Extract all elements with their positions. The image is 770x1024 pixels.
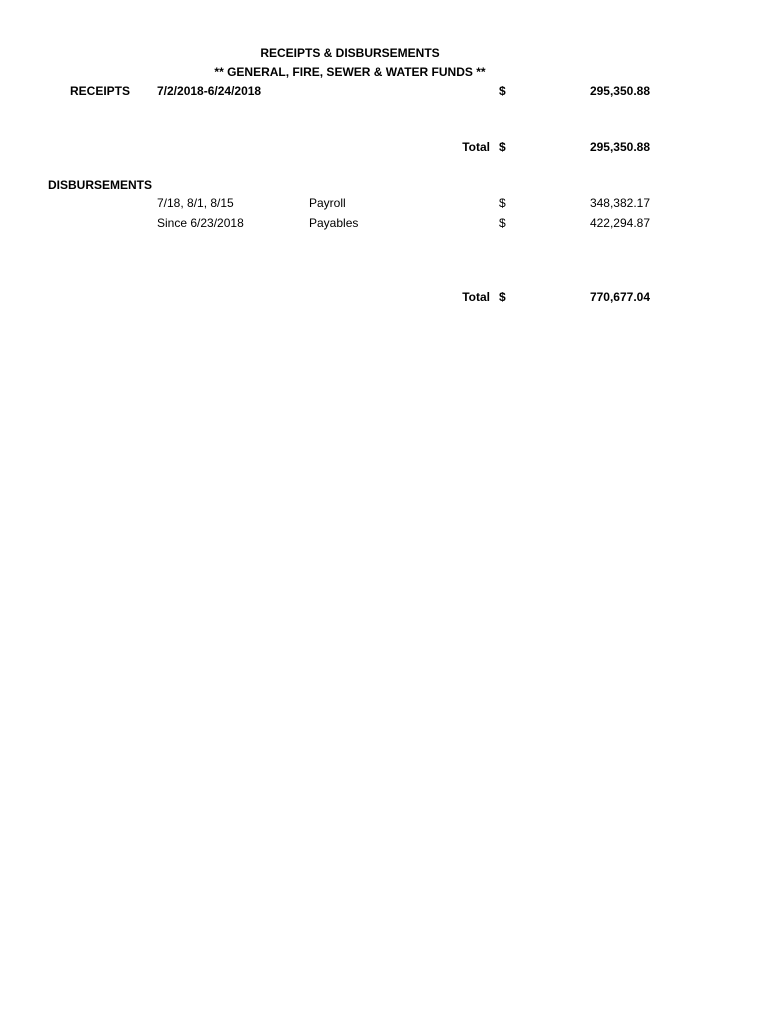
report-subtitle: ** GENERAL, FIRE, SEWER & WATER FUNDS ** xyxy=(214,65,486,79)
receipts-total-currency: $ xyxy=(499,140,506,154)
disbursement-row-currency: $ xyxy=(499,216,506,230)
disbursement-row-amount: 422,294.87 xyxy=(589,216,650,230)
disbursement-row-description: Payroll xyxy=(309,196,346,210)
receipts-currency: $ xyxy=(499,84,506,98)
receipts-label: RECEIPTS xyxy=(70,84,131,98)
disbursement-row-date: Since 6/23/2018 xyxy=(157,216,244,230)
disbursement-row-description: Payables xyxy=(309,216,359,230)
disbursements-total-currency: $ xyxy=(499,290,506,304)
report-title: RECEIPTS & DISBURSEMENTS xyxy=(260,46,440,60)
receipts-period: 7/2/2018-6/24/2018 xyxy=(157,84,262,98)
disbursements-total-amount: 770,677.04 xyxy=(589,290,650,304)
disbursement-row-date: 7/18, 8/1, 8/15 xyxy=(157,196,234,210)
receipts-total-amount: 295,350.88 xyxy=(589,140,650,154)
receipts-amount: 295,350.88 xyxy=(589,84,650,98)
disbursements-total-label: Total xyxy=(462,290,490,304)
disbursements-label: DISBURSEMENTS xyxy=(48,178,153,192)
receipts-total-label: Total xyxy=(462,140,490,154)
disbursement-row-amount: 348,382.17 xyxy=(589,196,650,210)
disbursement-row-currency: $ xyxy=(499,196,506,210)
